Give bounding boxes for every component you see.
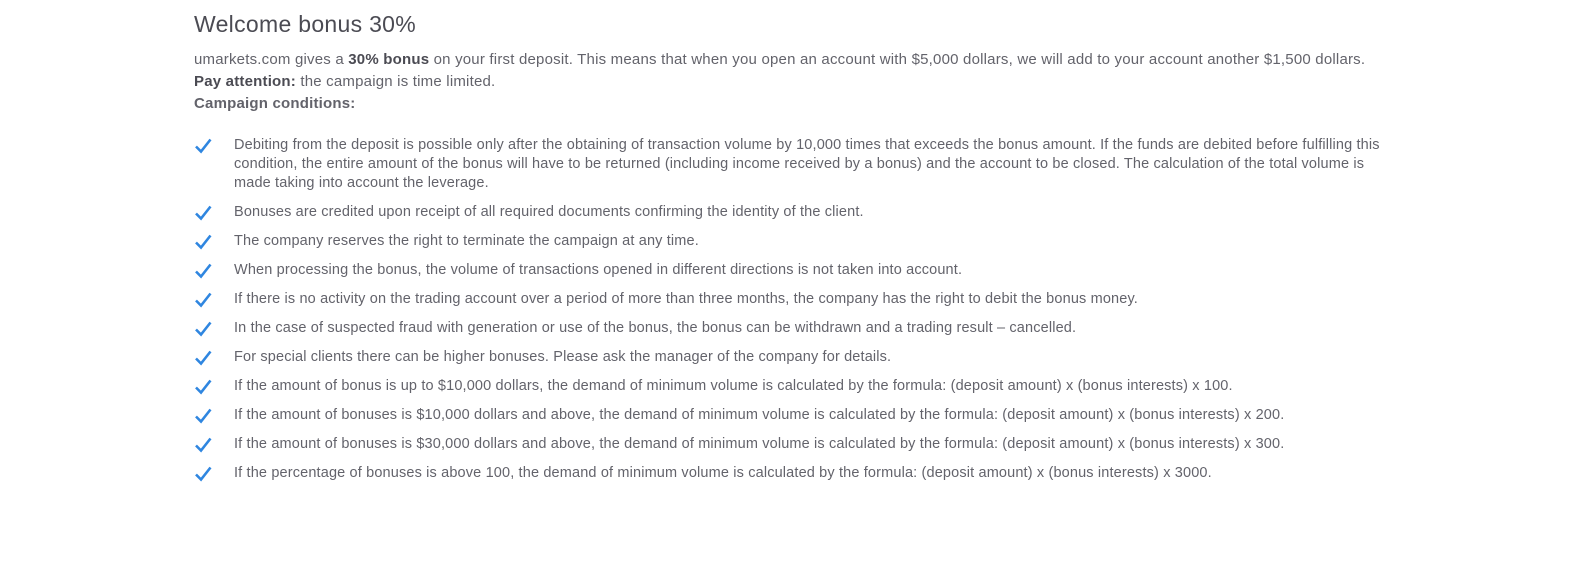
check-icon (194, 349, 212, 367)
check-icon (194, 262, 212, 280)
check-icon (194, 378, 212, 396)
condition-text: The company reserves the right to terminate the campaign at any time. (234, 233, 699, 249)
pay-attention-text: the campaign is time limited. (295, 73, 496, 90)
list-item (194, 435, 1380, 454)
list-item (194, 290, 1380, 309)
list-item (194, 319, 1380, 338)
condition-text: If there is no activity on the trading account over a period of more than three months, the company has the right to debit the bonus money. (234, 291, 1138, 307)
intro-bonus-highlight: 30% bonus (348, 51, 430, 68)
intro-text-pre: umarkets.com gives a (194, 51, 349, 68)
list-item (194, 406, 1380, 425)
condition-text: When processing the bonus, the volume of transactions opened in different directions is not taken into account. (234, 262, 963, 278)
list-item (194, 464, 1380, 483)
intro-text-post: on your first deposit. This means that when you open an account with $5,000 dollars, we will add to your account another $1,500 dollars. (429, 51, 1366, 68)
condition-text: If the amount of bonuses is $30,000 dollars and above, the demand of minimum volume is calculated by the formula: (deposit amount) x (bonus interests) x 300. (234, 436, 1285, 452)
check-icon (194, 436, 212, 454)
check-icon (194, 233, 212, 251)
condition-text: If the amount of bonuses is $10,000 dollars and above, the demand of minimum volume is calculated by the formula: (deposit amount) x (bonus interests) x 200. (234, 407, 1285, 423)
content-area (194, 0, 1380, 483)
check-icon (194, 291, 212, 309)
conditions-heading: Campaign conditions: (194, 95, 356, 112)
condition-text: Debiting from the deposit is possible only after the obtaining of transaction volume by 10,000 times that exceeds the bonus amount. If the funds are debited before fulfilling this condition, the entire amount of the bonus will have to be returned (including income received by a bonus) and the account to be closed. The calculation of the total volume is made taking into account the leverage. (234, 137, 1380, 191)
condition-text: If the percentage of bonuses is above 100, the demand of minimum volume is calculated by the formula: (deposit amount) x (bonus interests) x 3000. (234, 465, 1212, 481)
condition-text: If the amount of bonus is up to $10,000 dollars, the demand of minimum volume is calculated by the formula: (deposit amount) x (bonus interests) x 100. (234, 378, 1233, 394)
page-title: Welcome bonus 30% (194, 11, 417, 37)
pay-attention-label: Pay attention: (194, 73, 296, 90)
list-item (194, 348, 1380, 367)
intro-paragraph (194, 49, 1380, 71)
list-item (194, 377, 1380, 396)
list-item (194, 232, 1380, 251)
condition-text: Bonuses are credited upon receipt of all required documents confirming the identity of the client. (234, 204, 864, 220)
check-icon (194, 320, 212, 338)
check-icon (194, 137, 212, 155)
check-icon (194, 465, 212, 483)
list-item (194, 136, 1380, 193)
list-item (194, 203, 1380, 222)
condition-text: In the case of suspected fraud with generation or use of the bonus, the bonus can be withdrawn and a trading result – cancelled. (234, 320, 1077, 336)
list-item (194, 261, 1380, 280)
conditions-list (194, 136, 1380, 483)
condition-text: For special clients there can be higher bonuses. Please ask the manager of the company for details. (234, 349, 892, 365)
check-icon (194, 204, 212, 222)
pay-attention-note (194, 71, 1380, 93)
check-icon (194, 407, 212, 425)
